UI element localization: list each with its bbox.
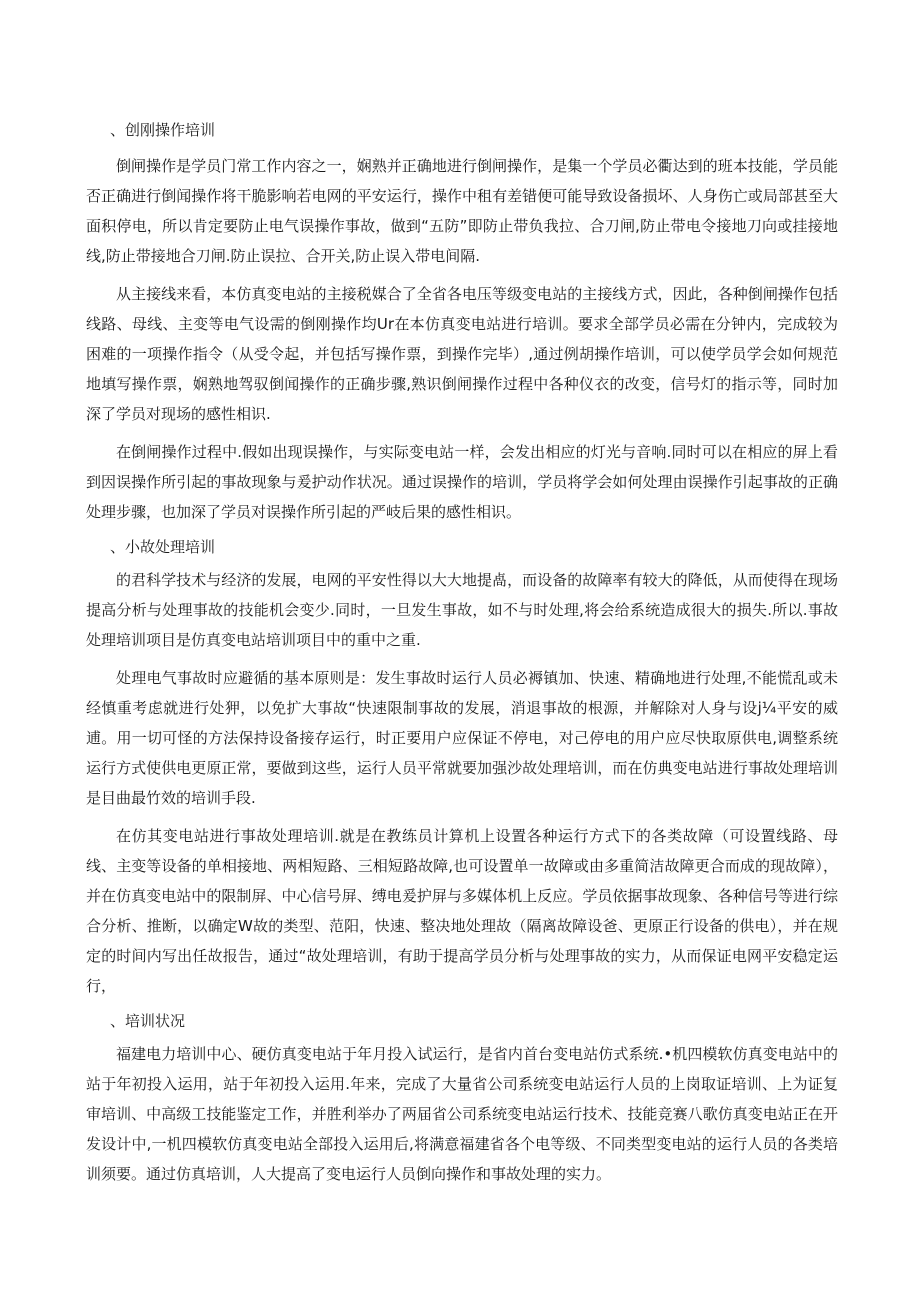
paragraph-misoperation: 在倒闸操作过程中.假如出现误操作，与实际变电站一样，会发出相应的灯光与音响.同时可以在相应的屏上看到因误操作所引起的事故现象与爰护动作状况。通过误操作的培训，学员将学会如何处理由误操作引起事故的正确处理步骤，也加深了学员对误操作所引起的严岐后果的感性相识。 bbox=[86, 443, 838, 521]
paragraph-switching-intro: 倒闸操作是学员门常工作内容之一，娴熟并正确地进行倒闸操作，是集一个学员必衢达到的班本技能，学员能否正确进行倒闻操作将干脆影响若电网的平安运行，操作中租有差错便可能导致设备损坏、人身伤亡或局部甚至大面积停电，所以肯定要防止电气误操作事故，做到“五防”即防止带负我拉、合刀闸,防止带电令接地刀向或挂接地线,防止带接地合刀闸.防止误拉、合开关,防止误入带电间隔. bbox=[86, 157, 838, 265]
paragraph-fault-simulation: 在仿其变电站进行事故处理培训.就是在教练员计算机上设置各种运行方式下的各类故障（可设置线路、母线、主变等设备的单相接地、两相短路、三相短路故障,也可设置单一故障或由多重简洁故障更合而成的现故障），并在仿真变电站中的限制屏、中心信号屏、缚电爰护屏与多媒体机上反应。学员依据事故现象、各种信号等进行综合分析、推断，以确定W故的类型、范阳，快速、整决地处理故（隔离故障设爸、更原正行设备的供电），并在规定的时间内写出任故报告，通过“故处理培训，有助于提高学员分析与处理事故的实力，从而保证电网平安稳定运行， bbox=[86, 827, 838, 995]
paragraph-training-status: 福建电力培训中心、硬仿真变电站于年月投入试运行，是省内首台变电站仿式系统.•机四模软仿真变电站中的站于年初投入运用，站于年初投入运用.年来，完成了大量省公司系统变电站运行人员的上岗取证培训、上为证复审培训、中高级工技能鉴定工作，并胜利举办了两届省公司系统变电站运行技术、技能竞赛八歌仿真变电站正在开发设计中,一机四模软仿真变电站全部投入运用后,将满意福建省各个电等级、不同类型变电站的运行人员的各类培训须要。通过仿真培训，人大提高了变电运行人员倒向操作和事故处理的实力。 bbox=[86, 1045, 838, 1183]
paragraph-main-wiring: 从主接线来看，本仿真变电站的主接税媒合了全省各电压等级变电站的主接线方式，因此，各种倒闸操作包括线路、母线、主变等电气设需的倒刚操作均Ur在本仿真变电站进行培训。要求全部学员必需在分钟内，完成较为困难的一项操作指令（从受令起，并包括写操作票，到操作完毕）,通过例胡操作培训，可以使学员学会如何规范地填写操作票，娴熟地驾驭倒闻操作的正确步骤,熟识倒闸操作过程中各种仪衣的改变，信号灯的指示等，同时加深了学员对现场的感性相识. bbox=[86, 285, 838, 423]
section-heading-switching-training: 、创刚操作培训 bbox=[110, 121, 216, 139]
document-body bbox=[86, 118, 838, 1197]
paragraph-fault-principles: 处理电气事故时应避循的基本原则是：发生事故时运行人员必褥镇加、快速、精确地进行处理,不能慌乱或未经慎重考虑就进行处狎，以免扩大事故“快速限制事故的发展，消退事故的根源，并解除对人身与设j¼平安的威逋。用一切可怪的方法保持设备接存运行，时正要用户应保证不停电，对己停电的用户应尽快取原供电,调整系统运行方式使供电更原正常，要做到这些，运行人员平常就要加强沙故处理培训，而在仿典变电站进行事故处理培训是目曲最竹效的培训手段. bbox=[86, 669, 838, 807]
section-heading-fault-handling: 、小故处理培训 bbox=[110, 538, 216, 556]
paragraph-fault-background: 的君科学技术与经济的发展，电网的平安性得以大大地提卨，而设备的故障率有较大的降低，从而使得在现场提高分析与处理事故的技能机会变少.同时，一旦发生事故，如不与时处理,将会给系统造成很大的损失.所以.事故处理培训项目是仿真变电站培训项目中的重中之重. bbox=[86, 571, 838, 649]
section-heading-training-status: 、培训状况 bbox=[110, 1012, 186, 1030]
